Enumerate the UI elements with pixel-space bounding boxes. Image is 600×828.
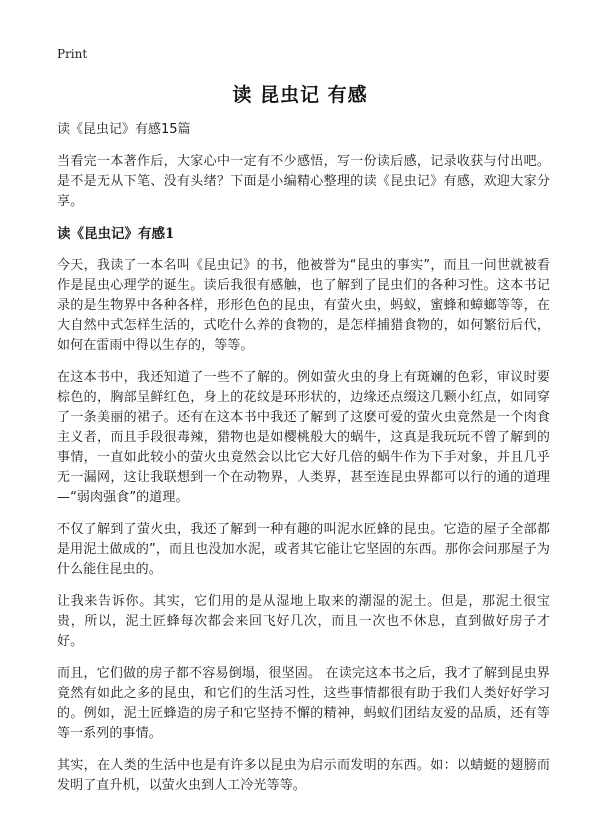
body-paragraph: 其实，在人类的生活中也是有许多以昆虫为启示而发明的东西。如：以蜻蜓的翅膀而发明了直升机，以萤火虫到人工冷光等等。 — [57, 758, 550, 793]
body-paragraph: 而且，它们做的房子都不容易倒塌，很坚固。 在读完这本书之后，我才了解到昆虫界竟然有如此之多的昆虫，和它们的生活习性，这些事情都很有助于我们人类好好学习的。例如，泥土匠蜂造的房子和它坚持不懈的精神，蚂蚁们团结友爱的品质，还有等等一系列的事情。 — [57, 666, 550, 741]
print-link[interactable]: Print — [57, 47, 88, 61]
body-paragraph: 不仅了解到了萤火虫，我还了解到一种有趣的叫泥水匠蜂的昆虫。它造的屋子全部都是用泥土做成的”，而且也没加水泥，或者其它能让它坚固的东西。那你会问那屋子为什么能住昆虫的。 — [57, 522, 550, 577]
section-heading: 读《昆虫记》有感1 — [57, 226, 175, 242]
body-paragraph: 在这本书中，我还知道了一些不了解的。例如萤火虫的身上有斑斓的色彩，审议时要棕色的，胸部呈鲜红色，身上的花纹是环形状的，边缘还点缀这几颗小红点，如同穿了一条美丽的裙子。还有在这本书中我还了解到了这麽可爱的萤火虫竟然是一个肉食主义者，而且手段很毒辣，猎物也是如樱桃般大的蜗牛，这真是我玩玩不曾了解到的事情，一直如此较小的萤火虫竟然会以比它大好几倍的蜗牛作为下手对象，并且几乎无一漏网，这让我联想到一个在动物界，人类界，甚至连昆虫界都可以行的通的道理—“弱肉强食”的道理。 — [57, 370, 550, 505]
body-paragraph: 让我来告诉你。其实，它们用的是从湿地上取来的潮湿的泥土。但是，那泥土很宝贵，所以，泥土匠蜂每次都会来回飞好几次，而且一次也不休息，直到做好房子才好。 — [57, 594, 550, 649]
article-subtitle: 读《昆虫记》有感15篇 — [57, 122, 191, 137]
page-title: 读 昆虫记 有感 — [232, 84, 368, 106]
article-body — [57, 120, 550, 808]
body-paragraph: 今天，我读了一本名叫《昆虫记》的书，他被誉为“昆虫的事实”，而且一问世就被看作是昆虫心理学的诞生。读后我很有感触，也了解到了昆虫们的各种习性。这本书记录的是生物界中各种各样，形形色色的昆虫，有萤火虫，蚂蚁，蜜蜂和蟑螂等等，在大自然中式怎样生活的，式吃什么养的食物的，是怎样捕猎食物的，如何繁衍后代，如何在雷雨中得以生存的，等等。 — [57, 258, 550, 353]
intro-paragraph: 当看完一本著作后，大家心中一定有不少感悟，写一份读后感，记录收获与付出吧。是不是无从下笔、没有头绪？下面是小编精心整理的读《昆虫记》有感，欢迎大家分享。 — [57, 154, 550, 209]
